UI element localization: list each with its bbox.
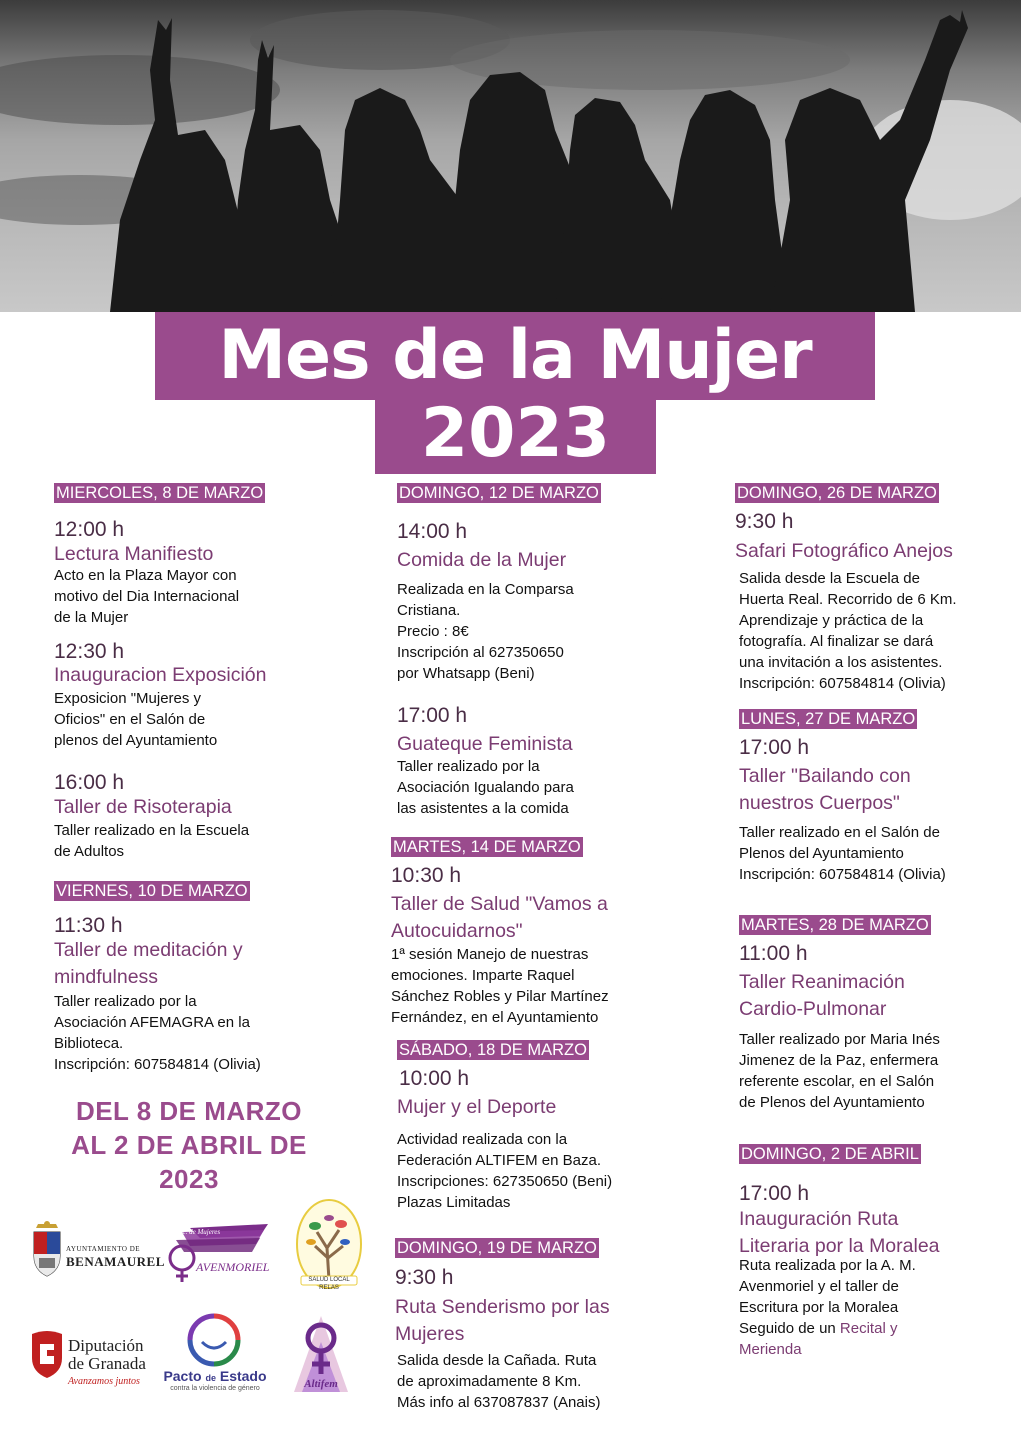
event-name: Taller Reanimación Cardio-Pulmonar <box>739 971 905 1020</box>
event-time: 17:00 h <box>739 736 810 759</box>
event-description: Taller realizado en la Escuela de Adultos <box>54 822 250 860</box>
day-header: MARTES, 14 DE MARZO <box>393 838 581 856</box>
event-description: Exposicion "Mujeres y Oficios" en el Salón de plenos del Ayuntamiento <box>54 690 218 749</box>
event-time: 9:30 h <box>395 1266 454 1289</box>
event-time: 17:00 h <box>739 1182 810 1205</box>
page-title-year: 2023 <box>420 394 611 473</box>
event-name: Lectura Manifiesto <box>54 543 214 565</box>
event-description: Salida desde la Escuela de Huerta Real. Recorrido de 6 Km. Aprendizaje y práctica de la fotografía. Al finalizar se dará una invitación a los asistentes. Inscripción: 607584814 (Olivia) <box>739 570 957 692</box>
event-time: 14:00 h <box>397 520 468 543</box>
event-name: Guateque Feminista <box>397 733 573 755</box>
event-time: 16:00 h <box>54 771 125 794</box>
event-time: 10:30 h <box>391 864 462 887</box>
day-header: DOMINGO, 12 DE MARZO <box>399 484 599 502</box>
day-header: DOMINGO, 26 DE MARZO <box>737 484 937 502</box>
event-name: Taller "Bailando con nuestros Cuerpos" <box>739 765 911 814</box>
event-description: Taller realizado por la Asociación AFEMAGRA en la Biblioteca. Inscripción: 607584814 (Olivia) <box>54 993 261 1073</box>
event-name: Comida de la Mujer <box>397 549 567 571</box>
salud-local-logo: SALUD LOCAL RELAS <box>295 1198 363 1294</box>
pacto-estado-logo: Pacto de Estado contra la violencia de género <box>160 1312 270 1396</box>
coat-of-arms-icon <box>30 1220 64 1278</box>
event-description: Realizada en la Comparsa Cristiana. Precio : 8€ Inscripción al 627350650 por Whatsapp (Beni) <box>397 581 574 682</box>
event-description: Taller realizado por Maria Inés Jimenez de la Paz, enfermera referente escolar, en el Salón de Plenos del Ayuntamiento <box>739 1031 940 1111</box>
altifem-logo: Altifem <box>290 1312 352 1398</box>
event-name: Mujer y el Deporte <box>397 1096 557 1118</box>
event-description: Acto en la Plaza Mayor con motivo del Dia Internacional de la Mujer <box>54 567 240 626</box>
event-name: Taller de Risoterapia <box>54 796 232 818</box>
avenmoriel-logo: Asoc. de Mujeres AVENMORIEL <box>160 1222 272 1284</box>
event-name: Inauguracion Exposición <box>54 664 267 686</box>
granada-shield-icon <box>30 1328 64 1378</box>
page-title: Mes de la Mujer <box>218 316 812 395</box>
benamaurel-logo: AYUNTAMIENTO DE BENAMAUREL <box>30 1218 152 1280</box>
diputacion-granada-logo: Diputación de Granada Avanzamos juntos <box>30 1326 155 1390</box>
women-silhouette-image <box>0 0 1021 312</box>
event-time: 12:30 h <box>54 640 125 663</box>
day-header: SÁBADO, 18 DE MARZO <box>399 1041 587 1059</box>
day-header: DOMINGO, 2 DE ABRIL <box>741 1145 919 1163</box>
event-name: Ruta Senderismo por las Mujeres <box>395 1296 610 1345</box>
day-header: LUNES, 27 DE MARZO <box>741 710 916 728</box>
event-time: 10:00 h <box>399 1067 470 1090</box>
day-header: MIERCOLES, 8 DE MARZO <box>56 484 264 502</box>
day-header: VIERNES, 10 DE MARZO <box>56 882 248 900</box>
event-description: 1ª sesión Manejo de nuestras emociones. Imparte Raquel Sánchez Robles y Pilar Martínez Fernández, en el Ayuntamiento <box>391 946 609 1026</box>
smile-circle-icon <box>184 1312 244 1368</box>
event-name: Safari Fotográfico Anejos <box>735 540 953 562</box>
event-time: 11:00 h <box>739 942 808 965</box>
event-description: Salida desde la Cañada. Ruta de aproximadamente 8 Km. Más info al 637087837 (Anais) <box>397 1352 601 1411</box>
day-header: DOMINGO, 19 DE MARZO <box>397 1239 597 1257</box>
hero-photo <box>0 0 1021 312</box>
event-name: Taller de meditación y mindfulness <box>54 939 243 988</box>
date-range: DEL 8 DE MARZO AL 2 DE ABRIL DE 2023 <box>71 1096 307 1194</box>
event-name: Taller de Salud "Vamos a Autocuidarnos" <box>391 893 608 942</box>
event-time: 11:30 h <box>54 914 123 937</box>
event-description: Taller realizado en el Salón de Plenos del Ayuntamiento Inscripción: 607584814 (Olivia) <box>739 824 946 883</box>
event-description: Taller realizado por la Asociación Igualando para las asistentes a la comida <box>397 758 574 817</box>
event-time: 12:00 h <box>54 518 125 541</box>
event-description: Ruta realizada por la A. M. Avenmoriel y el taller de Escritura por la Moralea Seguido de un Recital y Merienda <box>739 1257 916 1358</box>
event-description: Actividad realizada con la Federación ALTIFEM en Baza. Inscripciones: 627350650 (Beni) Plazas Limitadas <box>397 1131 613 1211</box>
event-time: 17:00 h <box>397 704 468 727</box>
event-name: Inauguración Ruta Literaria por la Moralea <box>739 1208 940 1257</box>
event-time: 9:30 h <box>735 510 794 533</box>
day-header: MARTES, 28 DE MARZO <box>741 916 929 934</box>
